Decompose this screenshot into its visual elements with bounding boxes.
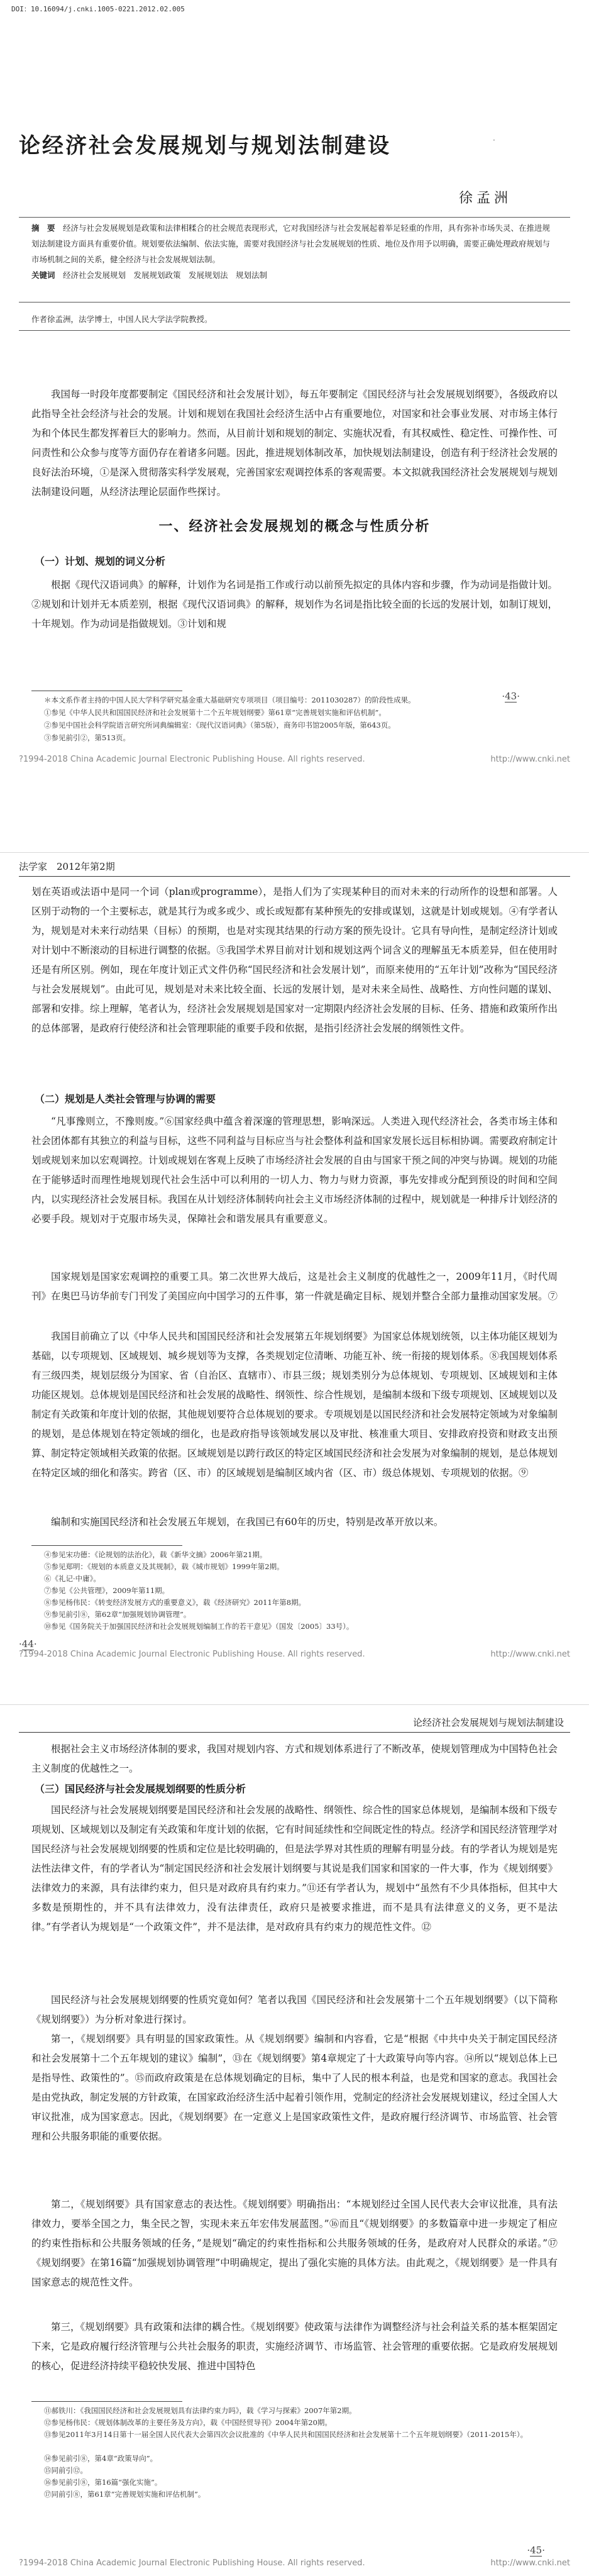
journal-page-45 <box>0 1704 589 2576</box>
divider-top <box>19 217 570 218</box>
body-paragraph: 国民经济与社会发展规划纲要的性质究竟如何？笔者以我国《国民经济和社会发展第十二个五年规划纲要》（以下简称《规划纲要》）为分析对象进行探讨。 <box>31 1994 558 2025</box>
subsection-heading-3: （三）国民经济与社会发展规划纲要的性质分析 <box>35 1783 246 1795</box>
copyright-footer <box>19 2558 570 2568</box>
header-rule <box>19 876 570 877</box>
author-note: 作者徐孟洲，法学博士，中国人民大学法学院教授。 <box>31 314 212 324</box>
footnote: ⑪郝铁川：《我国国民经济和社会发展规划具有法律约束力吗》，载《学习与探索》2007年第2期。 <box>44 2406 356 2415</box>
abstract-block <box>31 220 558 283</box>
page-number: ·44· <box>19 1638 37 1650</box>
cnki-link[interactable]: http://www.cnki.net <box>490 2558 570 2568</box>
footnote: ⑭参见前引⑧，第4章“政策导向”。 <box>44 2454 158 2463</box>
running-head: 论经济社会发展规划与规划法制建设 <box>412 1717 564 1728</box>
divider-abstract <box>19 302 570 303</box>
article-author: 徐孟洲 <box>459 191 512 206</box>
footnote-rule <box>31 1545 182 1546</box>
footnote: ①参见《中华人民共和国国民经济和社会发展第十二个五年规划纲要》第61章“完善规划实施和评估机制”。 <box>44 708 386 717</box>
body-paragraph: 根据《现代汉语词典》的解释，计划作为名词是指工作或行动以前预先拟定的具体内容和步骤，作为动词是指做计划。②规划和计划并无本质差别，根据《现代汉语词典》的解释，规划作为名词是指比较全面的长远的发展计划，如制订规划，十年规划。作为动词是指做规划。③计划和规 <box>31 579 558 630</box>
section-heading-1: 一、经济社会发展规划的概念与性质分析 <box>158 518 431 535</box>
abstract-label: 摘 要 <box>31 223 55 233</box>
subsection-heading-1: （一）计划、规划的词义分析 <box>35 555 166 567</box>
copyright-text: ?1994-2018 China Academic Journal Electronic Publishing House. All rights reserved. <box>19 1650 365 1659</box>
body-paragraph: 我国目前确立了以《中华人民共和国国民经济和社会发展第五年规划纲要》为国家总体规划统领，以主体功能区规划为基础，以专项规划、区域规划、城乡规划等为支撑，各类规划定位清晰、功能互补、统一衔接的规划体系。⑧我国规划体系有三级四类，规划层级分为国家、省（自治区、直辖市）、市县三级；规划类别分为总体规划、专项规划、区域规划和主体功能区规划。总体规划是国民经济和社会发展的战略性、纲领性、综合性规划，是编制本级和下级专项规划、区域规划以及制定有关政策和年度计划的依据，其他规划要符合总体规划的要求。专项规划是以国民经济和社会发展特定领域为对象编制的规划，是总体规划在特定领域的细化，也是政府指导该领域发展以及审批、核准重大项目、安排政府投资和财政支出预算、制定特定领域相关政策的依据。区域规划是以跨行政区的特定区域国民经济和社会发展为对象编制的规划，是总体规划在特定区域的细化和落实。跨省（区、市）的区域规划是编制区域内省（区、市）级总体规划、专项规划的依据。⑨ <box>31 1331 558 1479</box>
body-paragraph: 根据社会主义市场经济体制的要求，我国对规划内容、方式和规划体系进行了不断改革，使规划管理成为中国特色社会主义制度的优越性之一。 <box>31 1743 558 1774</box>
footnote: ＊本文系作者主持的中国人民大学科学研究基金重大基础研究专项项目（项目编号：2011030287）的阶段性成果。 <box>44 696 416 704</box>
journal-page-44 <box>0 852 589 1704</box>
intro-paragraph: 我国每一时段年度都要制定《国民经济和社会发展计划》，每五年要制定《国民经济与社会发展规划纲要》，各级政府以此指导全社会经济与社会的发展。计划和规划在我国社会经济生活中占有重要地位，对国家和社会事业发展、对市场主体行为和个体民生都发挥着巨大的影响力。然而，从目前计划和规划的制定、实施状况看，有其权威性、稳定性、可操作性、可问责性和公众参与度等方面仍存在着诸多问题。因此，推进规划体制改革，加快规划法制建设，创造有利于经济社会发展的良好法治环境，①是深入贯彻落实科学发展观，完善国家宏观调控体系的客观需要。本文拟就我国经济社会发展规划与规划法制建设问题，从经济法理论层面作些探讨。 <box>31 389 558 497</box>
header-rule <box>19 1732 570 1733</box>
footnote-rule <box>31 2401 182 2402</box>
footnote: ③参见前引②，第513页。 <box>44 733 130 742</box>
footnote: ②参见中国社会科学院语言研究所词典编辑室：《现代汉语词典》（第5版），商务印书馆2005年版，第643页。 <box>44 721 395 730</box>
doi-line: DOI：10.16094/j.cnki.1005-0221.2012.02.005 <box>11 5 185 13</box>
footnote: ⑩参见《国务院关于加强国民经济和社会发展规划编制工作的若干意见》（国发〔2005〕33号）。 <box>44 1622 354 1631</box>
footnote: ⑧参见杨伟民：《转变经济发展方式的重要意义》，载《经济研究》2011年第8期。 <box>44 1598 306 1607</box>
page-number: ·45· <box>527 2545 545 2556</box>
body-paragraph: 国家规划是国家宏观调控的重要工具。第二次世界大战后，这是社会主义制度的优越性之一，2009年11月，《时代周刊》在奥巴马访华前专门刊发了美国应向中国学习的五件事，第一件就是确定目标、规划并整合全部力量推动国家发展。⑦ <box>31 1271 558 1302</box>
page-number-value: 45 <box>530 2545 542 2556</box>
divider-bottom <box>19 330 570 331</box>
footnote: ⑯参见前引⑧，第16篇“强化实施”。 <box>44 2478 162 2487</box>
footnote: ⑤参见郑明：《规划的本质意义及其规制》，载《城市规划》1999年第2期。 <box>44 1562 284 1571</box>
keywords-text: 经济社会发展规划 发展规划政策 发展规划法 规划法制 <box>55 270 268 280</box>
body-paragraph: 国民经济与社会发展规划纲要是国民经济和社会发展的战略性、纲领性、综合性的国家总体规划，是编制本级和下级专项规划、区域规划以及制定有关政策和年度计划的依据，它有时间延续性和空间既定性的特点。经济学和国民经济管理学对国民经济与社会发展规划纲要的性质和定位是比较明确的，但是法学界对其性质的理解有明显分歧。有的学者认为规划是宪法性法律文件，有的学者认为“制定国民经济和社会发展计划纲要与其说是我们国家和国家的一件大事，作为《规划纲要》法律效力的来源，具有法律约束力，但只是对政府具有约束力。”⑪还有学者认为，规划中“虽然有不少具体指标，但其中大多数是预期性的，并不具有法律效力，没有法律责任，政府只是被要求推进，而不是具有法律意义的义务，更不是法律。”有学者认为规划是“一个政策文件”，并不是法律，是对政府具有约束力的规范性文件。⑫ <box>31 1804 558 1933</box>
body-paragraph: 第一，《规划纲要》具有明显的国家政策性。从《规划纲要》编制和内容看，它是“根据《中共中央关于制定国民经济和社会发展第十二个五年规划的建议》编制”，⑬在《规划纲要》第4章规定了十大政策导向等内容。⑭所以“规划总体上已是指导性、政策性的”。⑮而政府政策是在总体规划确定的目标，集中了人民的根本利益，也是党和国家的意志。我国社会是由党执政，制定发展的方针政策，在国家政治经济生活中起着引领作用，党制定的经济社会发展规划建议，经过全国人大审议批准，成为国家意志。因此，《规划纲要》在一定意义上是国家政策性文件，是政府履行经济调节、市场监管、社会管理和公共服务职能的重要依据。 <box>31 2033 558 2142</box>
body-paragraph: “凡事豫则立，不豫则废。”⑥国家经典中蕴含着深邃的管理思想，影响深远。人类进入现代经济社会，各类市场主体和社会团体都有其独立的利益与目标，这些不同利益与目标应当与社会整体利益和国家发展长远目标相协调。需要政府制定计划或规划来加以宏观调控。计划或规划在客观上反映了市场经济社会发展的自由与国家干预之间的冲突与协调。规划的功能在于能够适时而理性地规划现代社会生活中可以利用的一切人力、物力与财力资源，事先安排或分配到预设的时间和空间内，以实现经济社会发展目标。我国在从计划经济体制转向社会主义市场经济体制的过程中，规划就是一种排斥计划经济的必要手段。规划对于克服市场失灵，保障社会和谐发展具有重要意义。 <box>31 1116 558 1224</box>
subsection-heading-2: （二）规划是人类社会管理与协调的需要 <box>35 1093 216 1105</box>
footnote: ⑦参见《公共管理》，2009年第11期。 <box>44 1586 170 1595</box>
footnote: ④参见宋功德：《论规划的法治化》，载《新华文摘》2006年第21期。 <box>44 1550 267 1559</box>
copyright-text: ?1994-2018 China Academic Journal Electronic Publishing House. All rights reserved. <box>19 755 365 764</box>
copyright-footer <box>19 755 570 764</box>
body-paragraph: 第二，《规划纲要》具有国家意志的表达性。《规划纲要》明确指出：“本规划经过全国人民代表大会审议批准，具有法律效力，要举全国之力，集全民之智，实现未来五年宏伟发展蓝图。”⑯而且“《规划纲要》的多数篇章中进一步规定了相应的约束性指标和公共服务领域的任务，”是规划“确定的约束性指标和公共服务领域的任务，是政府对人民群众的承诺。”⑰《规划纲要》在第16篇“加强规划协调管理”中明确规定，提出了强化实施的具体方法。由此观之，《规划纲要》是一件具有国家意志的规范性文件。 <box>31 2199 558 2288</box>
article-title: 论经济社会发展规划与规划法制建设 <box>19 133 391 158</box>
keywords-label: 关键词 <box>31 270 55 280</box>
body-paragraph: 划在英语或法语中是同一个词（plan或programme），是指人们为了实现某种目的而对未来的行动所作的设想和部署。人区别于动物的一个主要标志，就是其行为或多或少、或长或短都有某种预先的安排或谋划，这就是计划或规划。④有学者认为，规划是对未来行动结果（目标）的预期，也是对实现其结果的行动方案的预先设计。它具有导向性，是制定经济计划或对计划中不断滚动的目标进行调整的依据。⑤我国学术界目前对计划和规划这两个词含义的理解虽无本质差异，但在使用时还是有所区别。例如，现在年度计划正式文件仍称“国民经济和社会发展计划”，而原来使用的“五年计划”改称为“国民经济与社会发展规划”。由此可见，规划是对未来比较全面、长远的发展计划，是对未来全局性、战略性、方向性问题的谋划、部署和安排。综上理解，笔者认为，经济社会发展规划是国家对一定期限内经济社会发展的目标、任务、措施和政策所作出的总体部署，是政府行使经济和社会管理职能的重要手段和依据，是指引经济社会发展的纲领性文件。 <box>31 886 558 1034</box>
body-paragraph: 第三，《规划纲要》具有政策和法律的耦合性。《规划纲要》使政策与法律作为调整经济与社会利益关系的基本框架固定下来，它是政府履行经济管理与公共社会服务的职责，实施经济调节、市场监管、社会管理的重要依据。它是政府发展规划的核心，促进经济持续平稳较快发展、推进中国特色 <box>31 2321 558 2372</box>
footnote: ⑮同前引⑫。 <box>44 2466 87 2475</box>
body-paragraph: 编制和实施国民经济和社会发展五年规划，在我国已有60年的历史，特别是改革开放以来。 <box>51 1516 444 1528</box>
footnote: ⑫参见杨伟民：《规划体制改革的主要任务及方向》，载《中国经贸导刊》2004年第20期。 <box>44 2418 332 2427</box>
running-head: 法学家 2012年第2期 <box>19 861 115 872</box>
copyright-footer <box>19 1650 570 1659</box>
cnki-link[interactable]: http://www.cnki.net <box>490 755 570 764</box>
footnote: ⑨参见前引⑧，第62章“加强规划协调管理”。 <box>44 1610 191 1619</box>
journal-page-43 <box>0 0 589 852</box>
page-number: ·43· <box>502 691 520 702</box>
abstract-text: 经济与社会发展规划是政策和法律相糅合的社会规范表现形式，它对我国经济与社会发展起着举足轻重的作用，具有弥补市场失灵、在推进规划法制建设方面具有重要价值。规划要依法编制、依法实施，需要对我国经济与社会发展规划的性质、地位及作用予以明确，需要正确处理政府规划与市场机制之间的关系，健全经济与社会发展规划法制。 <box>31 223 551 264</box>
footnote: ⑬参见2011年3月14日第十一届全国人民代表大会第四次会议批准的《中华人民共和国国民经济和社会发展第十二个五年规划纲要》（2011-2015年）。 <box>44 2430 528 2439</box>
page-number-value: 43 <box>505 691 517 702</box>
footnote: ⑰同前引⑧，第61章“完善规划实施和评估机制”。 <box>44 2490 206 2499</box>
copyright-text: ?1994-2018 China Academic Journal Electronic Publishing House. All rights reserved. <box>19 2558 365 2568</box>
cnki-link[interactable]: http://www.cnki.net <box>490 1650 570 1659</box>
footnote: ⑥《礼记·中庸》。 <box>44 1574 101 1583</box>
page-number-value: 44 <box>21 1638 34 1650</box>
title-dot: · <box>493 136 495 145</box>
